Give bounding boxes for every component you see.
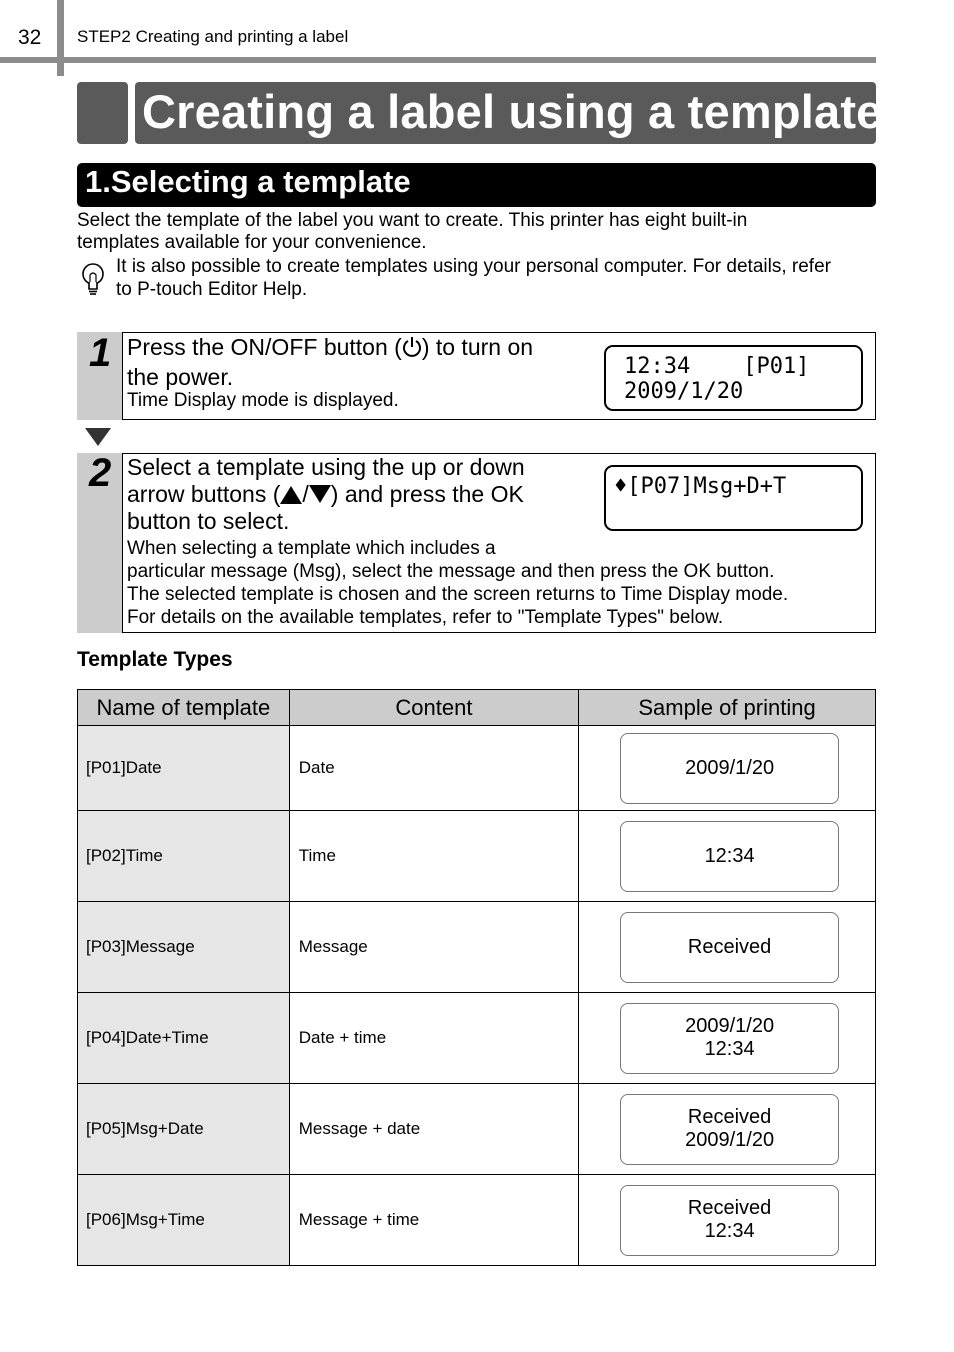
sample-line: Received <box>687 1197 772 1219</box>
sample-label <box>620 1003 839 1074</box>
template-content: Date <box>289 726 578 811</box>
step-1-note: Time Display mode is displayed. <box>127 390 399 411</box>
template-content: Message <box>289 902 578 993</box>
sample-line: 2009/1/20 <box>685 756 775 779</box>
sample-line: 12:34 <box>704 1038 755 1060</box>
sample-label <box>620 912 839 983</box>
template-name: [P05]Msg+Date <box>78 1084 290 1175</box>
step-1-text: the power. <box>127 364 234 390</box>
table-row <box>78 811 876 902</box>
table-row <box>78 1175 876 1266</box>
sample-line: Received <box>687 1106 772 1128</box>
step-2-note-line: particular message (Msg), select the message and then press the OK button. <box>127 561 775 582</box>
sample-cell <box>579 902 876 993</box>
sample-line: 2009/1/20 <box>685 1015 775 1037</box>
running-header: STEP2 Creating and printing a label <box>77 27 349 46</box>
title-marker <box>77 82 128 144</box>
template-types-table <box>77 689 876 1266</box>
sample-line: 12:34 <box>704 1220 755 1242</box>
sample-cell <box>579 726 876 811</box>
down-arrow-icon <box>309 485 331 503</box>
power-icon <box>402 336 422 364</box>
template-content: Message + time <box>289 1175 578 1266</box>
intro-line: templates available for your convenience. <box>77 232 427 253</box>
lcd-line: 12:34 [P01] <box>624 354 810 379</box>
step-2-note-line: The selected template is chosen and the screen returns to Time Display mode. <box>127 584 789 605</box>
step-2-text: ) and press the OK <box>330 481 524 507</box>
step-2-instruction <box>127 454 597 535</box>
template-name: [P02]Time <box>78 811 290 902</box>
step-2-text: button to select. <box>127 508 290 534</box>
sample-cell <box>579 1175 876 1266</box>
lcd-line: 2009/1/20 <box>624 379 744 404</box>
page-title: Creating a label using a template <box>142 85 883 138</box>
template-content: Message + date <box>289 1084 578 1175</box>
step-2-number: 2 <box>89 451 112 495</box>
lightbulb-icon <box>80 262 106 303</box>
column-header-content: Content <box>289 690 578 726</box>
column-header-sample: Sample of printing <box>579 690 876 726</box>
arrow-down-icon <box>85 428 111 446</box>
lcd-display-time-mode <box>604 345 863 411</box>
template-name: [P04]Date+Time <box>78 993 290 1084</box>
header-horizontal-rule <box>0 57 876 63</box>
sample-cell <box>579 1084 876 1175</box>
sample-line: 12:34 <box>704 844 755 867</box>
template-types-heading: Template Types <box>77 648 233 671</box>
lcd-line: [P07]Msg+D+T <box>627 474 787 499</box>
step-2-text: arrow buttons ( <box>127 481 281 507</box>
intro-line: Select the template of the label you want to create. This printer has eight built-in <box>77 210 748 231</box>
hint-note <box>116 255 876 301</box>
sample-cell <box>579 811 876 902</box>
header-vertical-rule <box>57 0 64 76</box>
table-row <box>78 993 876 1084</box>
lcd-selector-marker: ♦ <box>614 474 628 499</box>
template-name: [P01]Date <box>78 726 290 811</box>
section-heading: 1.Selecting a template <box>85 164 411 199</box>
sample-label <box>620 733 839 804</box>
page-number: 32 <box>18 26 42 49</box>
template-name: [P03]Message <box>78 902 290 993</box>
sample-label <box>620 1094 839 1165</box>
step-2-note-continued <box>127 560 867 629</box>
step-1-text: Press the ON/OFF button ( <box>127 334 402 360</box>
sample-label <box>620 1185 839 1256</box>
sample-line: 2009/1/20 <box>685 1129 775 1151</box>
sample-cell <box>579 993 876 1084</box>
step-1-instruction <box>127 334 597 391</box>
up-arrow-icon <box>280 486 302 504</box>
step-2-text: Select a template using the up or down <box>127 454 525 480</box>
step-2-note: When selecting a template which includes a <box>127 538 496 559</box>
template-content: Date + time <box>289 993 578 1084</box>
sample-label <box>620 821 839 892</box>
hint-line: to P-touch Editor Help. <box>116 279 308 300</box>
step-2-note-line: For details on the available templates, refer to "Template Types" below. <box>127 607 724 628</box>
step-1-number: 1 <box>89 331 112 375</box>
hint-line: It is also possible to create templates using your personal computer. For details, refer <box>116 256 831 277</box>
step-1-text: ) to turn on <box>421 334 534 360</box>
sample-line: Received <box>687 935 772 958</box>
table-row <box>78 726 876 811</box>
intro-paragraph <box>77 210 867 254</box>
table-row <box>78 1084 876 1175</box>
template-name: [P06]Msg+Time <box>78 1175 290 1266</box>
table-row <box>78 902 876 993</box>
table-header-row <box>78 690 876 726</box>
column-header-name: Name of template <box>78 690 290 726</box>
step-2-text: / <box>302 481 309 507</box>
lcd-display-template-select <box>604 465 863 531</box>
template-content: Time <box>289 811 578 902</box>
